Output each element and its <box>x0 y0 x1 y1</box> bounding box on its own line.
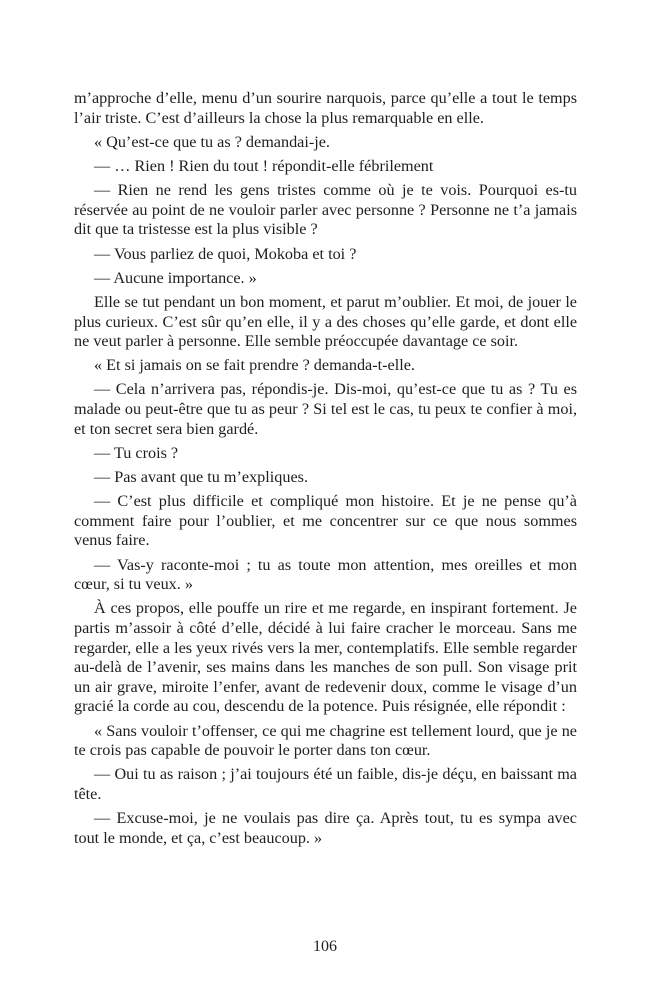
paragraph: — Oui tu as raison ; j’ai toujours été un faible, dis-je déçu, en baissant ma tête. <box>74 765 577 803</box>
paragraph: — Excuse-moi, je ne voulais pas dire ça. Après tout, tu es sympa avec tout le monde, et ça, c’est beaucoup. » <box>74 809 577 847</box>
paragraph: — C’est plus difficile et compliqué mon histoire. Et je ne pense qu’à comment faire pour l’oublier, et me concentrer sur ce que nous sommes venus faire. <box>74 492 577 550</box>
paragraph: « Et si jamais on se fait prendre ? demanda-t-elle. <box>94 356 415 375</box>
paragraph: — Vas-y raconte-moi ; tu as toute mon attention, mes oreilles et mon cœur, si tu veux. » <box>74 555 577 594</box>
paragraph: Elle se tut pendant un bon moment, et parut m’oublier. Et moi, de jouer le plus curieux. C’est sûr qu’en elle, il y a des choses qu’elle garde, et dont elle ne veut parler à personne. Elle semble préoccupée davantage ce soir. <box>74 292 577 351</box>
page-number: 106 <box>313 938 337 955</box>
page-body <box>74 89 577 853</box>
paragraph: « Qu’est-ce que tu as ? demandai-je. <box>94 132 330 151</box>
paragraph: À ces propos, elle pouffe un rire et me regarde, en inspirant fortement. Je partis m’assoir à côté d’elle, décidé à lui faire cracher le morceau. Sans me regarder, elle a les yeux rivés vers la mer, contemplatifs. Elle semble regarder au-delà de l’avenir, ses mains dans les manches de son pull. Son visage prit un air grave, miroite l’enfer, avant de redevenir doux, comme le visage d’un gracié la corde au cou, descendu de la potence. Puis résignée, elle répondit : <box>74 599 577 716</box>
paragraph: — Vous parliez de quoi, Mokoba et toi ? <box>94 244 357 263</box>
paragraph: — Rien ne rend les gens tristes comme où je te vois. Pourquoi es-tu réservée au point de ne vouloir parler avec personne ? Personne ne t’a jamais dit que ta tristesse est la plus visible ? <box>74 181 577 239</box>
paragraph: « Sans vouloir t’offenser, ce qui me chagrine est tellement lourd, que je ne te crois pas capable de pouvoir le porter dans ton cœur. <box>74 721 577 760</box>
paragraph: — Tu crois ? <box>94 443 179 462</box>
paragraph: — Cela n’arrivera pas, répondis-je. Dis-moi, qu’est-ce que tu as ? Tu es malade ou peut-être que tu as peur ? Si tel est le cas, tu peux te confier à moi, et ton secret sera bien gardé. <box>74 380 577 438</box>
paragraph: — … Rien ! Rien du tout ! répondit-elle fébrilement <box>94 156 434 175</box>
paragraph: m’approche d’elle, menu d’un sourire narquois, parce qu’elle a tout le temps l’air triste. C’est d’ailleurs la chose la plus remarquable en elle. <box>74 89 577 127</box>
paragraph: — Pas avant que tu m’expliques. <box>94 468 308 487</box>
paragraph: — Aucune importance. » <box>94 268 257 287</box>
